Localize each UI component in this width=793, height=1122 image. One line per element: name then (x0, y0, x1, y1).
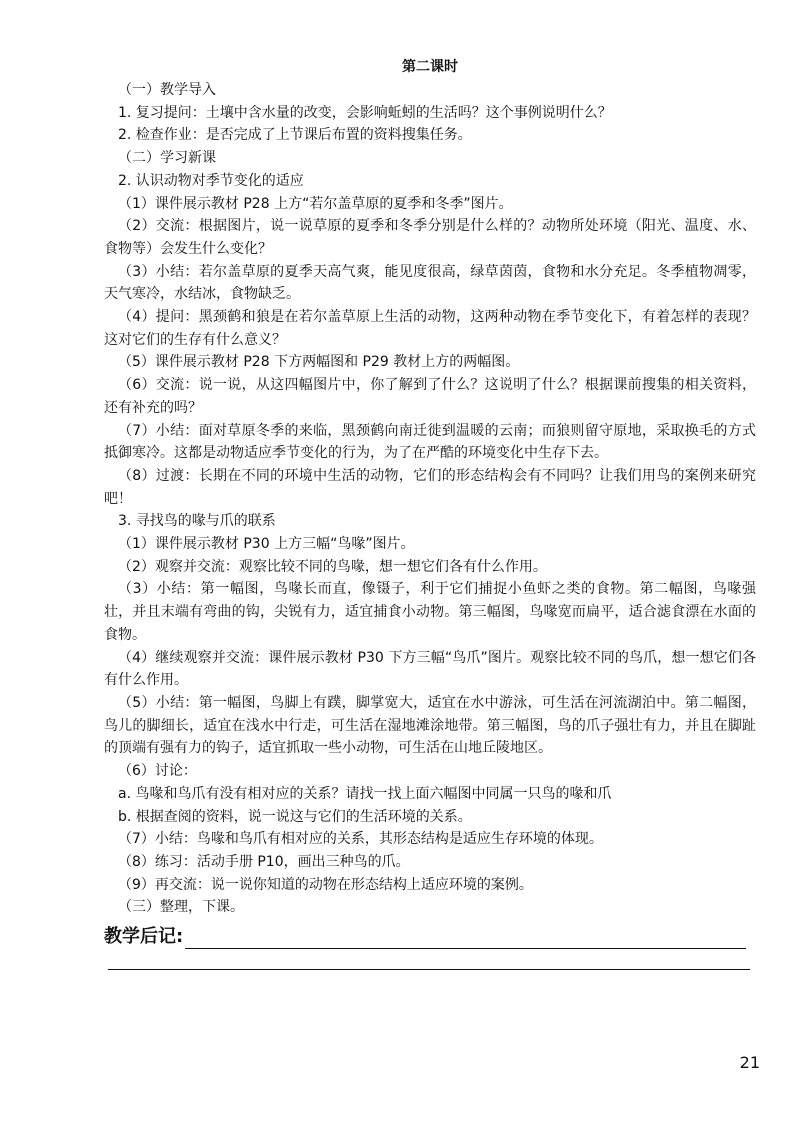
section-heading: （一）教学导入 (118, 82, 216, 98)
paragraph: （8）过渡：长期在不同的环境中生活的动物，它们的形态结构会有不同吗？让我们用鸟的案例来研究吧！ (104, 467, 756, 507)
paragraph: （6）讨论： (118, 763, 197, 780)
paragraph: （1）课件展示教材 P30 上方三幅“鸟喙”图片。 (118, 536, 415, 553)
paragraph: （1）课件展示教材 P28 上方“若尔盖草原的夏季和冬季”图片。 (118, 195, 513, 212)
paragraph: a. 鸟喙和鸟爪有没有相对应的关系？请找一找上面六幅图中同属一只鸟的喙和爪 (118, 785, 612, 802)
notes-underline (185, 926, 746, 949)
paragraph: 2. 认识动物对季节变化的适应 (118, 172, 304, 189)
paragraph: （8）练习：活动手册 P10，画出三种鸟的爪。 (118, 853, 410, 870)
paragraph: （5）小结：第一幅图，鸟脚上有蹼，脚掌宽大，适宜在水中游泳，可生活在河流湖泊中。第二幅图，鸟儿的脚细长，适宜在浅水中行走，可生活在湿地滩涂地带。第三幅图，鸟的爪子强壮有力，并且在脚趾的顶端有强有力的钩子，适宜抓取一些小动物，可生活在山地丘陵地区。 (104, 694, 756, 757)
paragraph: （3）小结：第一幅图，鸟喙长而直，像镊子，利于它们捕捉小鱼虾之类的食物。第二幅图，鸟喙强壮，并且末端有弯曲的钩，尖锐有力，适宜捕食小动物。第三幅图，鸟喙宽而扁平，适合滤食漂在水面的食物。 (104, 581, 756, 643)
paragraph: b. 根据查阅的资料，说一说这与它们的生活环境的关系。 (118, 808, 472, 825)
teaching-notes (104, 921, 756, 949)
section-heading: （二）学习新课 (118, 150, 216, 167)
paragraph: （4）提问：黑颈鹤和狼是在若尔盖草原上生活的动物，这两种动物在季节变化下，有着怎样的表现？这对它们的生存有什么意义？ (104, 309, 756, 348)
teaching-notes-label: 教学后记: (104, 926, 184, 948)
paragraph: （5）课件展示教材 P28 下方两幅图和 P29 教材上方的两幅图。 (118, 354, 520, 371)
paragraph: （2）交流：根据图片，说一说草原的夏季和冬季分别是什么样的？动物所处环境（阳光、温度、水、食物等）会发生什么变化？ (104, 218, 756, 257)
paragraph: （2）观察并交流：观察比较不同的鸟喙，想一想它们各有什么作用。 (118, 558, 547, 575)
paragraph: 1. 复习提问：土壤中含水量的改变，会影响蚯蚓的生活吗？这个事例说明什么？ (118, 104, 612, 121)
notes-line (108, 969, 750, 970)
paragraph: （7）小结：鸟喙和鸟爪有相对应的关系，其形态结构是适应生存环境的体现。 (118, 831, 603, 848)
paragraph: 2. 检查作业：是否完成了上节课后布置的资料搜集任务。 (118, 127, 472, 144)
paragraph: （7）小结：面对草原冬季的来临，黑颈鹤向南迁徙到温暖的云南；而狼则留守原地，采取换毛的方式抵御寒冷。这都是动物适应季节变化的行为，为了在严酷的环境变化中生存下去。 (104, 422, 756, 462)
page-number: 21 (739, 1053, 760, 1072)
lesson-title: 第二课时 (402, 59, 458, 75)
paragraph: （4）继续观察并交流：课件展示教材 P30 下方三幅“鸟爪”图片。观察比较不同的鸟爪，想一想它们各有什么作用。 (104, 649, 756, 689)
paragraph: 3. 寻找鸟的喙与爪的联系 (118, 513, 276, 530)
document-body (104, 56, 756, 970)
paragraph: （9）再交流：说一说你知道的动物在形态结构上适应环境的案例。 (118, 876, 533, 893)
paragraph: （3）小结：若尔盖草原的夏季天高气爽，能见度很高，绿草茵茵，食物和水分充足。冬季植物凋零，天气寒冷，水结冰，食物缺乏。 (104, 263, 756, 303)
paragraph: （6）交流：说一说，从这四幅图片中，你了解到了什么？这说明了什么？根据课前搜集的相关资料，还有补充的吗？ (104, 377, 756, 416)
section-heading: （三）整理，下课。 (118, 899, 244, 916)
